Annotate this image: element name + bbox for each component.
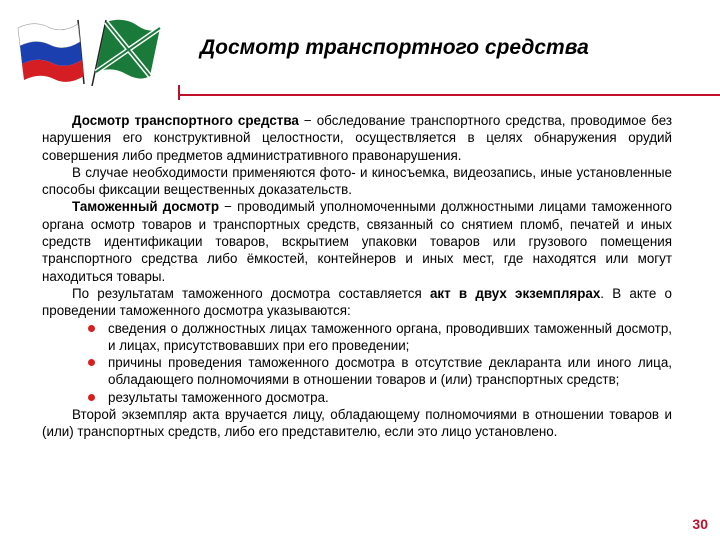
list-item: сведения о должностных лицах таможенного органа, проводивших таможенный досмотр, и лицах, присутствовавших при его проведении; [108,320,672,355]
russian-flag-icon [18,20,84,84]
paragraph-recording: В случае необходимости применяются фото- и киносъемка, видеозапись, иные установленные способы фиксации вещественных доказательств. [42,164,672,198]
bullet-icon [88,394,95,401]
title-rule-horizontal [178,94,720,96]
paragraph-definition-customs: Таможенный досмотр − проводимый уполномоченными должностными лицами таможенного органа осмотр товаров и транспортных средств, связанный со снятием пломб, печатей и иных средств идентификации товаров, вскрытием упаковки товаров или грузового помещения транспортного средства либо ёмкостей, контейнеров и иных мест, где находятся или могут находиться товары. [42,199,672,284]
page-title: Досмотр транспортного средства [200,36,589,59]
body-text [42,112,672,441]
flags-emblem [14,14,164,86]
paragraph-act: По результатам таможенного досмотра составляется акт в двух экземплярах. В акте о проведении таможенного досмотра указываются: [42,285,672,319]
act-contents-list [42,320,672,406]
bullet-icon [88,359,95,366]
term-customs-inspection: Таможенный досмотр [72,199,220,215]
paragraph-definition-vehicle: Досмотр транспортного средства − обследование транспортного средства, проводимое без нарушения его конструктивной целостности, осуществляется в целях обнаружения орудий совершения либо предметов административного правонарушения. [42,113,672,163]
paragraph-second-copy: Второй экземпляр акта вручается лицу, обладающему полномочиями в отношении товаров и (или) транспортных средств, либо его представителю, если это лицо установлено. [42,407,672,440]
title-rule-vertical [178,85,180,100]
term-act: акт в двух экземплярах [429,285,601,301]
customs-flag-icon [92,20,160,86]
list-item: результаты таможенного досмотра. [108,389,672,406]
bullet-icon [88,325,95,332]
list-item: причины проведения таможенного досмотра в отсутствие декларанта или иного лица, обладающего полномочиями в отношении товаров и (или) транспортных средств; [108,354,672,389]
term-vehicle-inspection: Досмотр транспортного средства [72,113,299,128]
page-number: 30 [692,516,708,532]
